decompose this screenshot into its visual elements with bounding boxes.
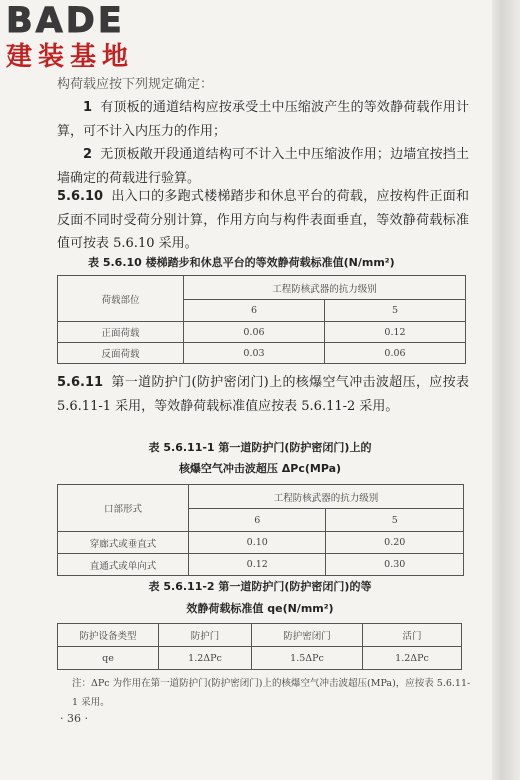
watermark-logo (6, 2, 156, 76)
section-5-6-11-number: 5.6.11 (57, 375, 104, 390)
cell-value: 0.06 (184, 322, 325, 343)
item-1 (57, 96, 469, 143)
table-5-6-11-1-level: 5 (326, 509, 464, 532)
row-label: 正面荷载 (58, 322, 184, 343)
table-5-6-11-1-corner: 口部形式 (58, 485, 189, 532)
cell-value: 1.2ΔPc (159, 647, 252, 670)
section-5-6-11-text: 第一道防护门(防护密闭门)上的核爆空气冲击波超压，应按表 5.6.11-1 采用，等效静荷载标准值应按表 5.6.11-2 采用。 (57, 375, 469, 414)
logo-chinese: 建装基地 (6, 42, 135, 72)
item-1-number: 1 (83, 100, 93, 115)
column-header: 活门 (363, 624, 462, 647)
table-5-6-10-group-header: 工程防核武器的抗力级别 (184, 276, 466, 300)
intro-line: 构荷载应按下列规定确定： (57, 77, 214, 92)
section-5-6-10-text: 出入口的多跑式楼梯踏步和休息平台的荷载，应按构件正面和反面不同时受荷分别计算，作用方向与构件表面垂直，等效静荷载标准值可按表 5.6.10 采用。 (57, 189, 469, 251)
cell-value: 0.20 (326, 532, 464, 554)
table-note: 注：ΔPc 为作用在第一道防护门(防护密闭门)上的核爆空气冲击波超压(MPa)，应按表 5.6.11-1 采用。 (72, 678, 471, 708)
section-5-6-10 (57, 185, 469, 256)
table-row (58, 322, 466, 343)
table-5-6-10-level: 5 (324, 300, 465, 322)
cell-value: 1.2ΔPc (363, 647, 462, 670)
table-5-6-11-1-group-header: 工程防核武器的抗力级别 (189, 485, 464, 509)
row-label: qe (58, 647, 159, 670)
cell-value: 0.12 (189, 554, 326, 576)
table-5-6-10 (57, 275, 466, 364)
section-5-6-11 (57, 371, 469, 418)
table-5-6-10-caption: 表 5.6.10 楼梯踏步和休息平台的等效静荷载标准值(N/mm²) (88, 256, 395, 269)
table-5-6-11-2-caption-line2: 效静荷载标准值 qe(N/mm²) (186, 602, 334, 615)
table-5-6-11-1-level: 6 (189, 509, 326, 532)
table-5-6-11-2-caption-line1: 表 5.6.11-2 第一道防护门(防护密闭门)的等 (148, 580, 372, 593)
cell-value: 1.5ΔPc (252, 647, 363, 670)
section-5-6-10-number: 5.6.10 (57, 189, 104, 204)
column-header: 防护门 (159, 624, 252, 647)
item-2-number: 2 (83, 147, 93, 162)
row-label: 穿廊式或垂直式 (58, 532, 189, 554)
table-row (58, 532, 464, 554)
row-label: 反面荷载 (58, 343, 184, 364)
item-2 (57, 143, 469, 190)
cell-value: 0.10 (189, 532, 326, 554)
table-row (58, 647, 462, 670)
table-5-6-11-1-caption-line1: 表 5.6.11-1 第一道防护门(防护密闭门)上的 (148, 441, 372, 454)
page-number: · 36 · (60, 712, 88, 725)
table-5-6-10-level: 6 (184, 300, 325, 322)
column-header: 防护密闭门 (252, 624, 363, 647)
item-2-text: 无顶板敞开段通道结构可不计入土中压缩波作用；边墙宜按挡土墙确定的荷载进行验算。 (57, 147, 469, 186)
table-5-6-11-1-caption-line2: 核爆空气冲击波超压 ΔPc(MPa) (178, 462, 342, 475)
cell-value: 0.06 (324, 343, 465, 364)
row-label: 直通式或单向式 (58, 554, 189, 576)
table-5-6-11-2 (57, 623, 462, 670)
table-row (58, 554, 464, 576)
table-row (58, 343, 466, 364)
logo-brand: BADE (6, 1, 125, 41)
table-5-6-10-corner: 荷载部位 (58, 276, 184, 322)
column-header: 防护设备类型 (58, 624, 159, 647)
cell-value: 0.30 (326, 554, 464, 576)
item-1-text: 有顶板的通道结构应按承受土中压缩波产生的等效静荷载作用计算，可不计入内压力的作用； (57, 100, 469, 139)
table-5-6-11-1 (57, 484, 464, 576)
cell-value: 0.12 (324, 322, 465, 343)
page-binding-edge (492, 0, 520, 780)
cell-value: 0.03 (184, 343, 325, 364)
